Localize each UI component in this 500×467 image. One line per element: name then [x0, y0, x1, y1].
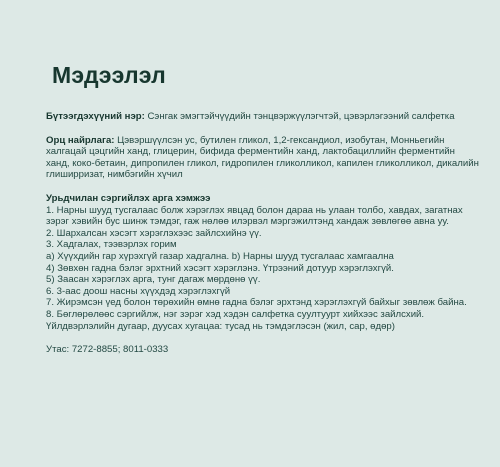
product-name-label: Бүтээгдэхүүний нэр: — [46, 111, 145, 122]
product-name-value: Сэнгак эмэгтэйчүүдийн тэнцвэржүүлэгчтэй, цэвэрлэгээний салфетка — [147, 111, 455, 122]
precaution-line-6: 5) Заасан хэрэглэх арга, тунг дагаж мөрдөнө үү. — [46, 274, 261, 286]
precaution-line-3: 3. Хадгалах, тээвэрлэх горим — [46, 239, 177, 251]
ingredients-label: Орц найрлага: — [46, 134, 115, 146]
precautions-heading: Урьдчилан сэргийлэх арга хэмжээ — [46, 192, 211, 204]
precaution-line-2: 2. Шархалсан хэсэгт хэрэглэхээс зайлсхийнэ үү. — [46, 227, 262, 239]
precaution-line-9: 8. Бөглөрөлөөс сэргийлж, нэг зэрэг хэд хэдэн салфетка суултуурт хийхээс зайлсхий. Үйлдвэрлэлийн дугаар, дуусах хугацаа: тусад нь тэмдэглэсэн (жил, сар, өдөр) — [46, 308, 425, 332]
precaution-line-8: 7. Жирэмсэн үед болон төрөхийн өмнө гадна бэлэг эрхтэнд хэрэглэхгүй байхыг зөвлөж байна. — [46, 297, 467, 309]
precaution-line-1: 1. Нарны шууд тусгалаас болж хэрэглэх явцад болон дараа нь улаан толбо, хавдах, загатнах зэрэг хэвийн бус шинж тэмдэг, гаж нөлөө илэрвэл мэргэжилтэнд хандаж зөвлөгөө авна уу. — [46, 204, 463, 228]
phone-numbers: Утас: 7272-8855; 8011-0333 — [46, 344, 169, 356]
ingredients-paragraph — [46, 135, 480, 181]
ingredients-value: Цэвэршүүлсэн ус, бутилен гликол, 1,2-гександиол, изобутан, Монньегийн халгацай цэцгийн ханд, глицерин, бифида ферментийн ханд, лактобациллийн ферментийн ханд, коко-бетаин, дипропилен гликол, гидропилен гликолликол, капилен гликолликол, дикалийн глиширризат, нимбэгийн хүчил — [46, 134, 479, 181]
precaution-line-5: 4) Зөвхөн гадна бэлэг эрхтний хэсэгт хэрэглэнэ. Үтрээний дотуур хэрэглэхгүй. — [46, 262, 394, 274]
page-title: Мэдээлэл — [52, 62, 166, 88]
precautions-section — [46, 193, 480, 332]
info-content — [46, 111, 480, 356]
precaution-line-4: a) Хүүхдийн гар хүрэхгүй газар хадгална. b) Нарны шууд тусгалаас хамгаална — [46, 250, 394, 262]
product-name-paragraph — [46, 111, 480, 123]
precaution-line-7: 6. 3-аас доош насны хүүхдэд хэрэглэхгүй — [46, 285, 231, 297]
